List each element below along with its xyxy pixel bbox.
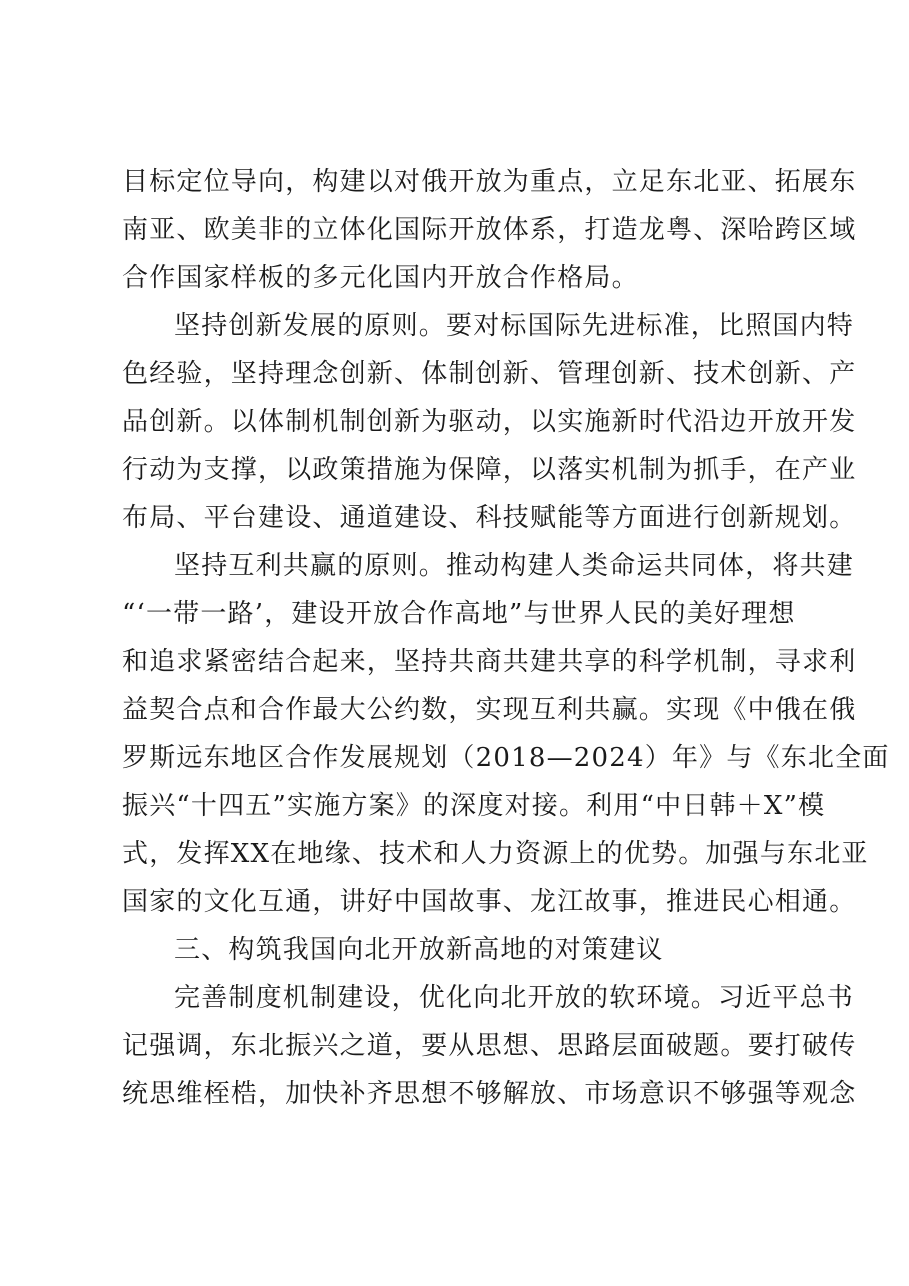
text-line: 品创新。以体制机制创新为驱动，以实施新时代沿边开放开发	[122, 407, 857, 437]
text-line: 行动为支撑，以政策措施为保障，以落实机制为抓手，在产业	[122, 455, 857, 485]
text-line: 记强调，东北振兴之道，要从思想、思路层面破题。要打破传	[122, 1031, 857, 1061]
text-line: 式，发挥XX在地缘、技术和人力资源上的优势。加强与东北亚	[122, 839, 869, 869]
paragraph-start-line: 完善制度机制建设，优化向北开放的软环境。习近平总书	[174, 983, 855, 1013]
body-text	[122, 158, 890, 1118]
text-line: 振兴“十四五”实施方案》的深度对接。利用“中日韩＋X”模	[122, 791, 826, 821]
text-line: 目标定位导向，构建以对俄开放为重点，立足东北亚、拓展东	[122, 167, 857, 197]
paragraph-start-line: 坚持创新发展的原则。要对标国际先进标准，比照国内特	[174, 311, 855, 341]
text-line: 和追求紧密结合起来，坚持共商共建共享的科学机制，寻求利	[122, 647, 857, 677]
text-line: 色经验，坚持理念创新、体制创新、管理创新、技术创新、产	[122, 359, 857, 389]
text-line: 国家的文化互通，讲好中国故事、龙江故事，推进民心相通。	[122, 887, 857, 917]
section-heading: 三、构筑我国向北开放新高地的对策建议	[174, 935, 664, 965]
text-line: “‘一带一路’，建设开放合作高地”与世界人民的美好理想	[122, 599, 796, 629]
text-line: 布局、平台建设、通道建设、科技赋能等方面进行创新规划。	[122, 503, 857, 533]
text-line: 南亚、欧美非的立体化国际开放体系，打造龙粤、深哈跨区域	[122, 215, 857, 245]
text-line: 罗斯远东地区合作发展规划（2018—2024）年》与《东北全面	[122, 743, 890, 773]
text-line: 益契合点和合作最大公约数，实现互利共赢。实现《中俄在俄	[122, 695, 857, 725]
text-line: 统思维桎梏，加快补齐思想不够解放、市场意识不够强等观念	[122, 1079, 857, 1109]
text-line: 合作国家样板的多元化国内开放合作格局。	[122, 263, 639, 293]
paragraph-start-line: 坚持互利共赢的原则。推动构建人类命运共同体，将共建	[174, 551, 855, 581]
